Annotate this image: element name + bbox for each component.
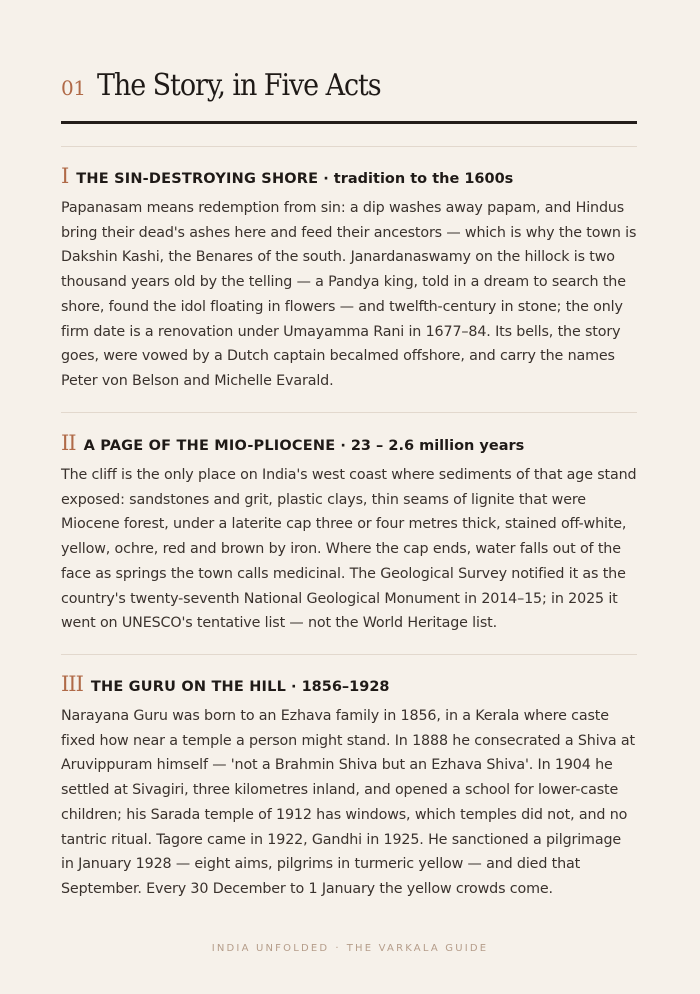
act-numeral: II xyxy=(61,431,76,455)
page-footer xyxy=(0,943,700,954)
act-date: 1856–1928 xyxy=(301,679,390,695)
act-title: A PAGE OF THE MIO-PLIOCENE xyxy=(83,438,336,454)
act-title: THE GURU ON THE HILL xyxy=(90,679,287,695)
act-heading xyxy=(61,431,637,459)
divider xyxy=(61,146,637,147)
footer-publication: INDIA UNFOLDED xyxy=(211,943,330,954)
act-date: 23 – 2.6 million years xyxy=(350,438,525,454)
divider xyxy=(61,654,637,655)
divider xyxy=(61,412,637,413)
header-rule xyxy=(61,121,637,124)
page-title: The Story, in Five Acts xyxy=(97,68,382,103)
act-3 xyxy=(61,672,637,902)
act-2 xyxy=(61,431,637,636)
act-date: tradition to the 1600s xyxy=(333,171,514,187)
act-numeral: I xyxy=(61,164,69,188)
section-number: 01 xyxy=(61,76,86,100)
act-separator: · xyxy=(340,438,346,454)
page-header xyxy=(61,68,413,108)
footer-separator: · xyxy=(335,943,341,954)
act-title: THE SIN-DESTROYING SHORE xyxy=(76,171,319,187)
act-body: Narayana Guru was born to an Ezhava family in 1856, in a Kerala where caste fixed how near a temple a person might stand. In 1888 he consecrated a Shiva at Aruvippuram himself — 'not a Brahmin Shiva but an Ezhava Shiva'. In 1904 he settled at Sivagiri, three kilometres inland, and opened a school for lower-caste children; his Sarada temple of 1912 has windows, which temples did not, and no tantric ritual. Tagore came in 1922, Gandhi in 1925. He sanctioned a pilgrimage in January 1928 — eight aims, pilgrims in turmeric yellow — and died that September. Every 30 December to 1 January the yellow crowds come. xyxy=(61,708,635,897)
act-separator: · xyxy=(291,679,297,695)
act-separator: · xyxy=(323,171,329,187)
footer-guide-title: THE VARKALA GUIDE xyxy=(346,943,489,954)
act-1 xyxy=(61,164,637,394)
act-numeral: III xyxy=(61,672,83,696)
act-heading xyxy=(61,672,637,700)
act-body: The cliff is the only place on India's west coast where sediments of that age stand exposed: sandstones and grit, plastic clays, thin seams of lignite that were Miocene forest, under a laterite cap three or four metres thick, stained off-white, yellow, ochre, red and brown by iron. Where the cap ends, water falls out of the face as springs the town calls medicinal. The Geological Survey notified it as the country's twenty-seventh National Geological Monument in 2014–15; in 2025 it went on UNESCO's tentative list — not the World Heritage list. xyxy=(61,467,637,632)
act-body: Papanasam means redemption from sin: a dip washes away papam, and Hindus bring their dead's ashes here and feed their ancestors — which is why the town is Dakshin Kashi, the Benares of the south. Janardanaswamy on the hillock is two thousand years old by the telling — a Pandya king, told in a dream to search the shore, found the idol floating in flowers — and twelfth-century in stone; the only firm date is a renovation under Umayamma Rani in 1677–84. Its bells, the story goes, were vowed by a Dutch captain becalmed offshore, and carry the names Peter von Belson and Michelle Evarald. xyxy=(61,200,637,389)
act-heading xyxy=(61,164,637,192)
